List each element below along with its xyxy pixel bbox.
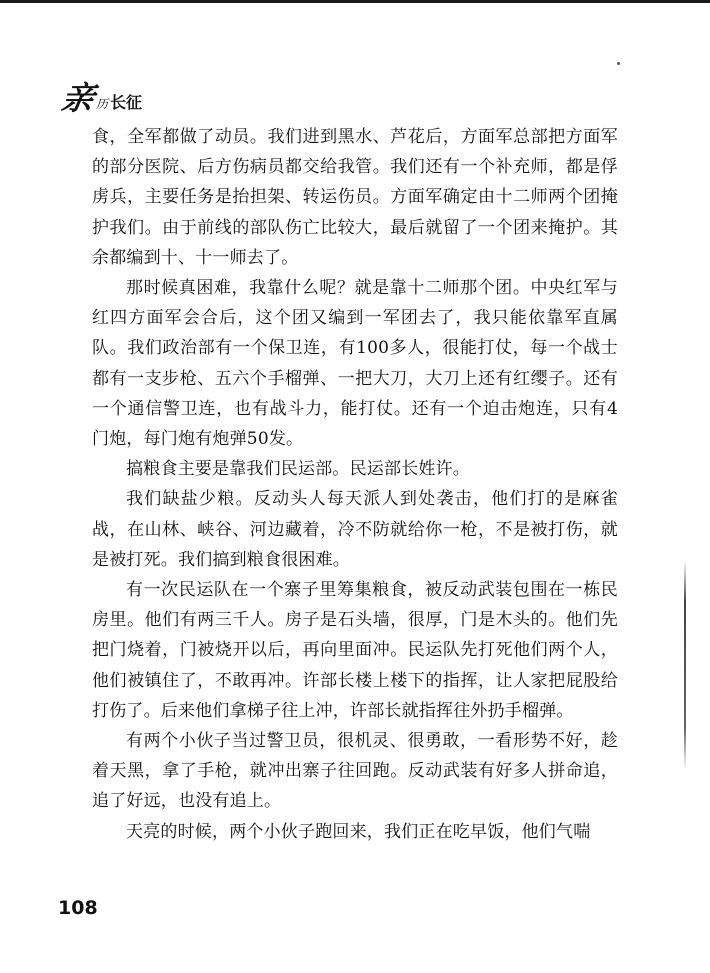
page-number: 108 [58, 897, 98, 919]
paragraph-4: 我们缺盐少粮。反动头人每天派人到处袭击，他们打的是麻雀战，在山林、峡谷、河边藏着，冷不防就给你一枪，不是被打伤，就是被打死。我们搞到粮食很困难。 [92, 489, 618, 570]
paragraph-2: 那时候真困难，我靠什么呢？就是靠十二师那个团。中央红军与红四方面军会合后，这个团又编到一军团去了，我只能依靠军直属队。我们政治部有一个保卫连，有100多人，很能打仗，每一个战士都有一支步枪、五六个手榴弹、一把大刀，大刀上还有红缨子。还有一个通信警卫连，也有战斗力，能打仗。还有一个迫击炮连，只有4门炮，每门炮有炮弹50发。 [92, 278, 618, 450]
header-small-char: 历 [96, 97, 109, 111]
header-logo-char: 亲 [58, 79, 98, 117]
page-edge-mark [684, 560, 686, 770]
speck-mark [617, 62, 620, 65]
paragraph-3: 搞粮食主要是靠我们民运部。民运部长姓许。 [126, 459, 470, 480]
running-header [58, 76, 143, 117]
paragraph-1: 食，全军都做了动员。我们进到黑水、芦花后，方面军总部把方面军的部分医院、后方伤病员都交给我管。我们还有一个补充师，都是俘虏兵，主要任务是抬担架、转运伤员。方面军确定由十二师两个团掩护我们。由于前线的部队伤亡比较大，最后就留了一个团来掩护。其余都编到十、十一师去了。 [92, 127, 618, 268]
body-text [92, 122, 618, 847]
paragraph-6: 有两个小伙子当过警卫员，很机灵、很勇敢，一看形势不好，趁着天黑，拿了手枪，就冲出寨子往回跑。反动武装有好多人拼命追，追了好远，也没有追上。 [92, 731, 618, 812]
paragraph-5: 有一次民运队在一个寨子里筹集粮食，被反动武装包围在一栋民房里。他们有两三千人。房子是石头墙，很厚，门是木头的。他们先把门烧着，门被烧开以后，再向里面冲。民运队先打死他们两个人，他们被镇住了，不敢再冲。许部长楼上楼下的指挥，让人家把屁股给打伤了。后来他们拿梯子往上冲，许部长就指挥往外扔手榴弹。 [92, 580, 618, 721]
header-title: 长征 [110, 93, 143, 112]
top-rule [0, 0, 710, 3]
paragraph-7: 天亮的时候，两个小伙子跑回来，我们正在吃早饭，他们气喘 [126, 821, 591, 842]
